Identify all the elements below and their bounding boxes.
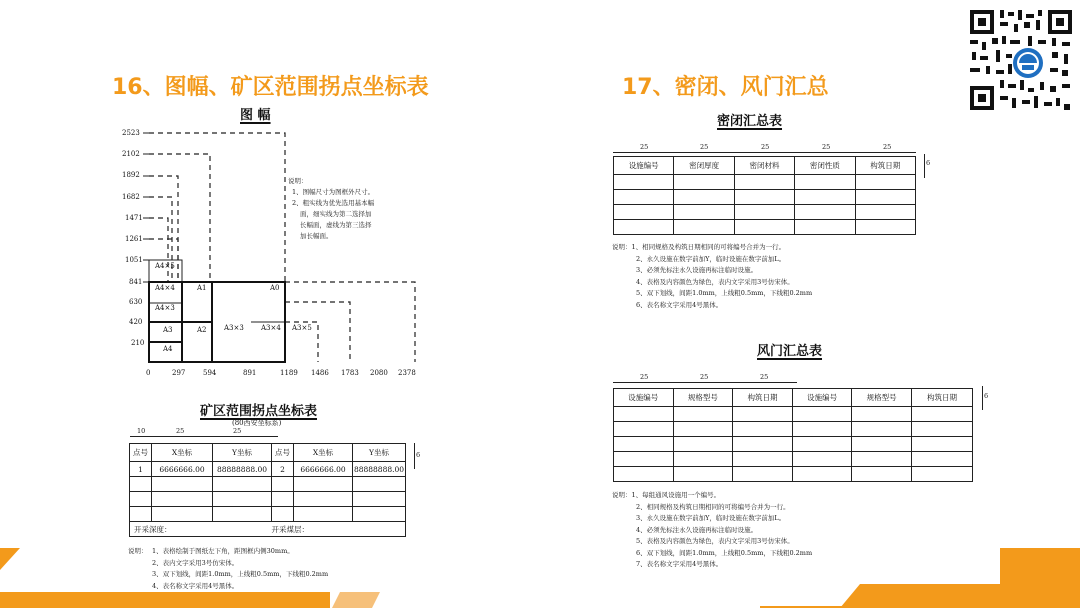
- bottom-decoration: [0, 540, 1080, 608]
- frame-label: A3×3: [224, 324, 244, 332]
- y-tick-label: 2523: [122, 129, 140, 137]
- x-tick-label: 891: [243, 369, 257, 377]
- frame-label: A4: [163, 345, 173, 353]
- seal-table-title: 密闭汇总表: [717, 114, 783, 129]
- mining-seam-label: 开采煤层：: [272, 522, 406, 537]
- dashed-extension-frames: [149, 133, 415, 362]
- table-row: [614, 190, 916, 205]
- y-tick-label: 1892: [122, 171, 140, 179]
- table-row: [130, 477, 406, 492]
- frame-label: A3: [163, 326, 173, 334]
- col-header: 密闭性质: [795, 157, 855, 175]
- table-row: [614, 467, 973, 482]
- col-header: 点号: [130, 444, 152, 462]
- frame-label: A4×5: [155, 262, 175, 270]
- dim-label: 25: [822, 143, 831, 151]
- right-section-title: 17、密闭、风门汇总: [622, 75, 829, 100]
- dim-label: 25: [233, 427, 242, 435]
- dim-label: 25: [883, 143, 892, 151]
- door-notes: 说明：1、每组通风设施用一个编号。 2、相同规格及构筑日期相同的可将编号合并为一行。 3、永久设施在数字前加Y，临时设施在数字前加L。 4、必须先标注永久设施再标注临时设施。 5、表格及内容颜色为绿色，表内文字采用3号仿宋体。 6、双下划线，间距1.0mm，上线粗0.5mm，下线粗0.2mm 7、表名称文字采用4号黑体。: [612, 491, 813, 568]
- y-tick-label: 420: [129, 318, 143, 326]
- y-tick-label: 1471: [125, 214, 143, 222]
- coord-table-title: 矿区范围拐点坐标表: [200, 404, 318, 419]
- col-header: 密闭材料: [734, 157, 794, 175]
- dim-label: 25: [761, 143, 770, 151]
- frame-label: A1: [197, 284, 207, 292]
- coord-table: [129, 443, 406, 537]
- col-header: 设施编号: [792, 389, 852, 407]
- x-tick-label: 2378: [398, 369, 416, 377]
- right-corner-accent: [1000, 548, 1080, 608]
- dim-label: 6: [416, 451, 421, 459]
- table-row: [614, 452, 973, 467]
- x-tick-label: 1189: [280, 369, 298, 377]
- frame-label: A2: [197, 326, 207, 334]
- y-tick-label: 2102: [122, 150, 140, 158]
- y-tick-label: 1051: [125, 256, 143, 264]
- col-header: X坐标: [294, 444, 353, 462]
- col-header: 设施编号: [614, 389, 674, 407]
- coord-table-subtitle: (80西安坐标系): [232, 419, 282, 427]
- bottom-left-band-fade: [332, 592, 380, 608]
- left-section-title: 16、图幅、矿区范围拐点坐标表: [112, 75, 429, 100]
- y-tick-marks: [143, 133, 149, 282]
- frame-size-diagram: [110, 122, 440, 384]
- col-header: Y坐标: [213, 444, 272, 462]
- table-row: [614, 422, 973, 437]
- x-tick-label: 1486: [311, 369, 329, 377]
- y-tick-label: 1261: [125, 235, 143, 243]
- mining-depth-label: 开采深度：: [130, 522, 272, 537]
- dim-label: 6: [984, 392, 989, 400]
- table-row: [614, 220, 916, 235]
- bottom-right-band: [840, 584, 1000, 608]
- cell: 6666666.00: [152, 462, 213, 477]
- cell: 88888888.00: [353, 462, 406, 477]
- x-tick-label: 297: [172, 369, 186, 377]
- y-tick-label: 210: [131, 339, 145, 347]
- seal-notes: 说明：1、相同规格及构筑日期相同的可将编号合并为一行。 2、永久设施在数字前加Y，临时设施在数字前加L。 3、必须先标注永久设施再标注临时设施。 4、表格及内容颜色为绿色，表内文字采用3号仿宋体。 5、双下划线，间距1.0mm，上线粗0.5mm，下线粗0.2mm 6、表名称文字采用4号黑体。: [612, 243, 813, 309]
- dim-label: 25: [760, 373, 769, 381]
- dim-label: 25: [640, 143, 649, 151]
- y-tick-label: 841: [129, 278, 143, 286]
- table-row: [130, 462, 406, 477]
- dim-label: 25: [700, 143, 709, 151]
- door-summary-table: [613, 388, 973, 482]
- dim-label: 6: [926, 159, 931, 167]
- table-row: [614, 175, 916, 190]
- table-row: [614, 205, 916, 220]
- table-row: [130, 522, 406, 537]
- col-header: 规格型号: [673, 389, 733, 407]
- col-header: 点号: [272, 444, 294, 462]
- door-table-title: 风门汇总表: [757, 344, 823, 359]
- frame-label: A4×3: [155, 304, 175, 312]
- dim-label: 10: [137, 427, 146, 435]
- y-tick-label: 630: [129, 298, 143, 306]
- col-header: 构筑日期: [855, 157, 915, 175]
- x-tick-label: 1783: [341, 369, 359, 377]
- dash-frame-1471: [149, 218, 168, 282]
- table-row: [130, 507, 406, 522]
- col-header: 构筑日期: [733, 389, 793, 407]
- cell: 88888888.00: [213, 462, 272, 477]
- frame-label: A0: [270, 284, 280, 292]
- x-tick-label: 2080: [370, 369, 388, 377]
- table-row: [614, 407, 973, 422]
- col-header: 密闭厚度: [674, 157, 734, 175]
- col-header: 设施编号: [614, 157, 674, 175]
- bottom-left-band: [0, 592, 330, 608]
- cell: 6666666.00: [294, 462, 353, 477]
- table-row: [614, 437, 973, 452]
- door-header-row: [614, 389, 973, 407]
- frame-notes: 说明： 1、图幅尺寸为图框外尺寸。 2、粗实线为优先选用基本幅 面，细实线为第二选择加 长幅面，虚线为第三选择 加长幅面。: [288, 177, 375, 240]
- col-header: X坐标: [152, 444, 213, 462]
- cell: 1: [130, 462, 152, 477]
- y-tick-label: 1682: [122, 193, 140, 201]
- dim-label: 25: [640, 373, 649, 381]
- x-tick-label: 594: [203, 369, 217, 377]
- qr-code-icon: [966, 6, 1076, 114]
- seal-summary-table: [613, 156, 916, 235]
- col-header: 构筑日期: [911, 389, 972, 407]
- col-header: 规格型号: [852, 389, 912, 407]
- coord-notes: 说明： 1、表格绘制于图纸左下角，距图框内侧30mm。 2、表内文字采用3号仿宋体。 3、双下划线，间距1.0mm，上线粗0.5mm，下线粗0.2mm 4、表名称文字采用4号黑体。: [128, 547, 329, 590]
- cell: 2: [272, 462, 294, 477]
- seal-header-row: [614, 157, 916, 175]
- coord-header-row: [130, 444, 406, 462]
- frame-label: A3×4: [261, 324, 281, 332]
- dim-label: 25: [176, 427, 185, 435]
- table-row: [130, 492, 406, 507]
- x-tick-label: 0: [146, 369, 151, 377]
- frame-label: A3×5: [292, 324, 312, 332]
- frame-diagram-title: 图 幅: [240, 108, 271, 123]
- col-header: Y坐标: [353, 444, 406, 462]
- dim-label: 25: [700, 373, 709, 381]
- frame-label: A4×4: [155, 284, 175, 292]
- left-corner-accent: [0, 548, 20, 570]
